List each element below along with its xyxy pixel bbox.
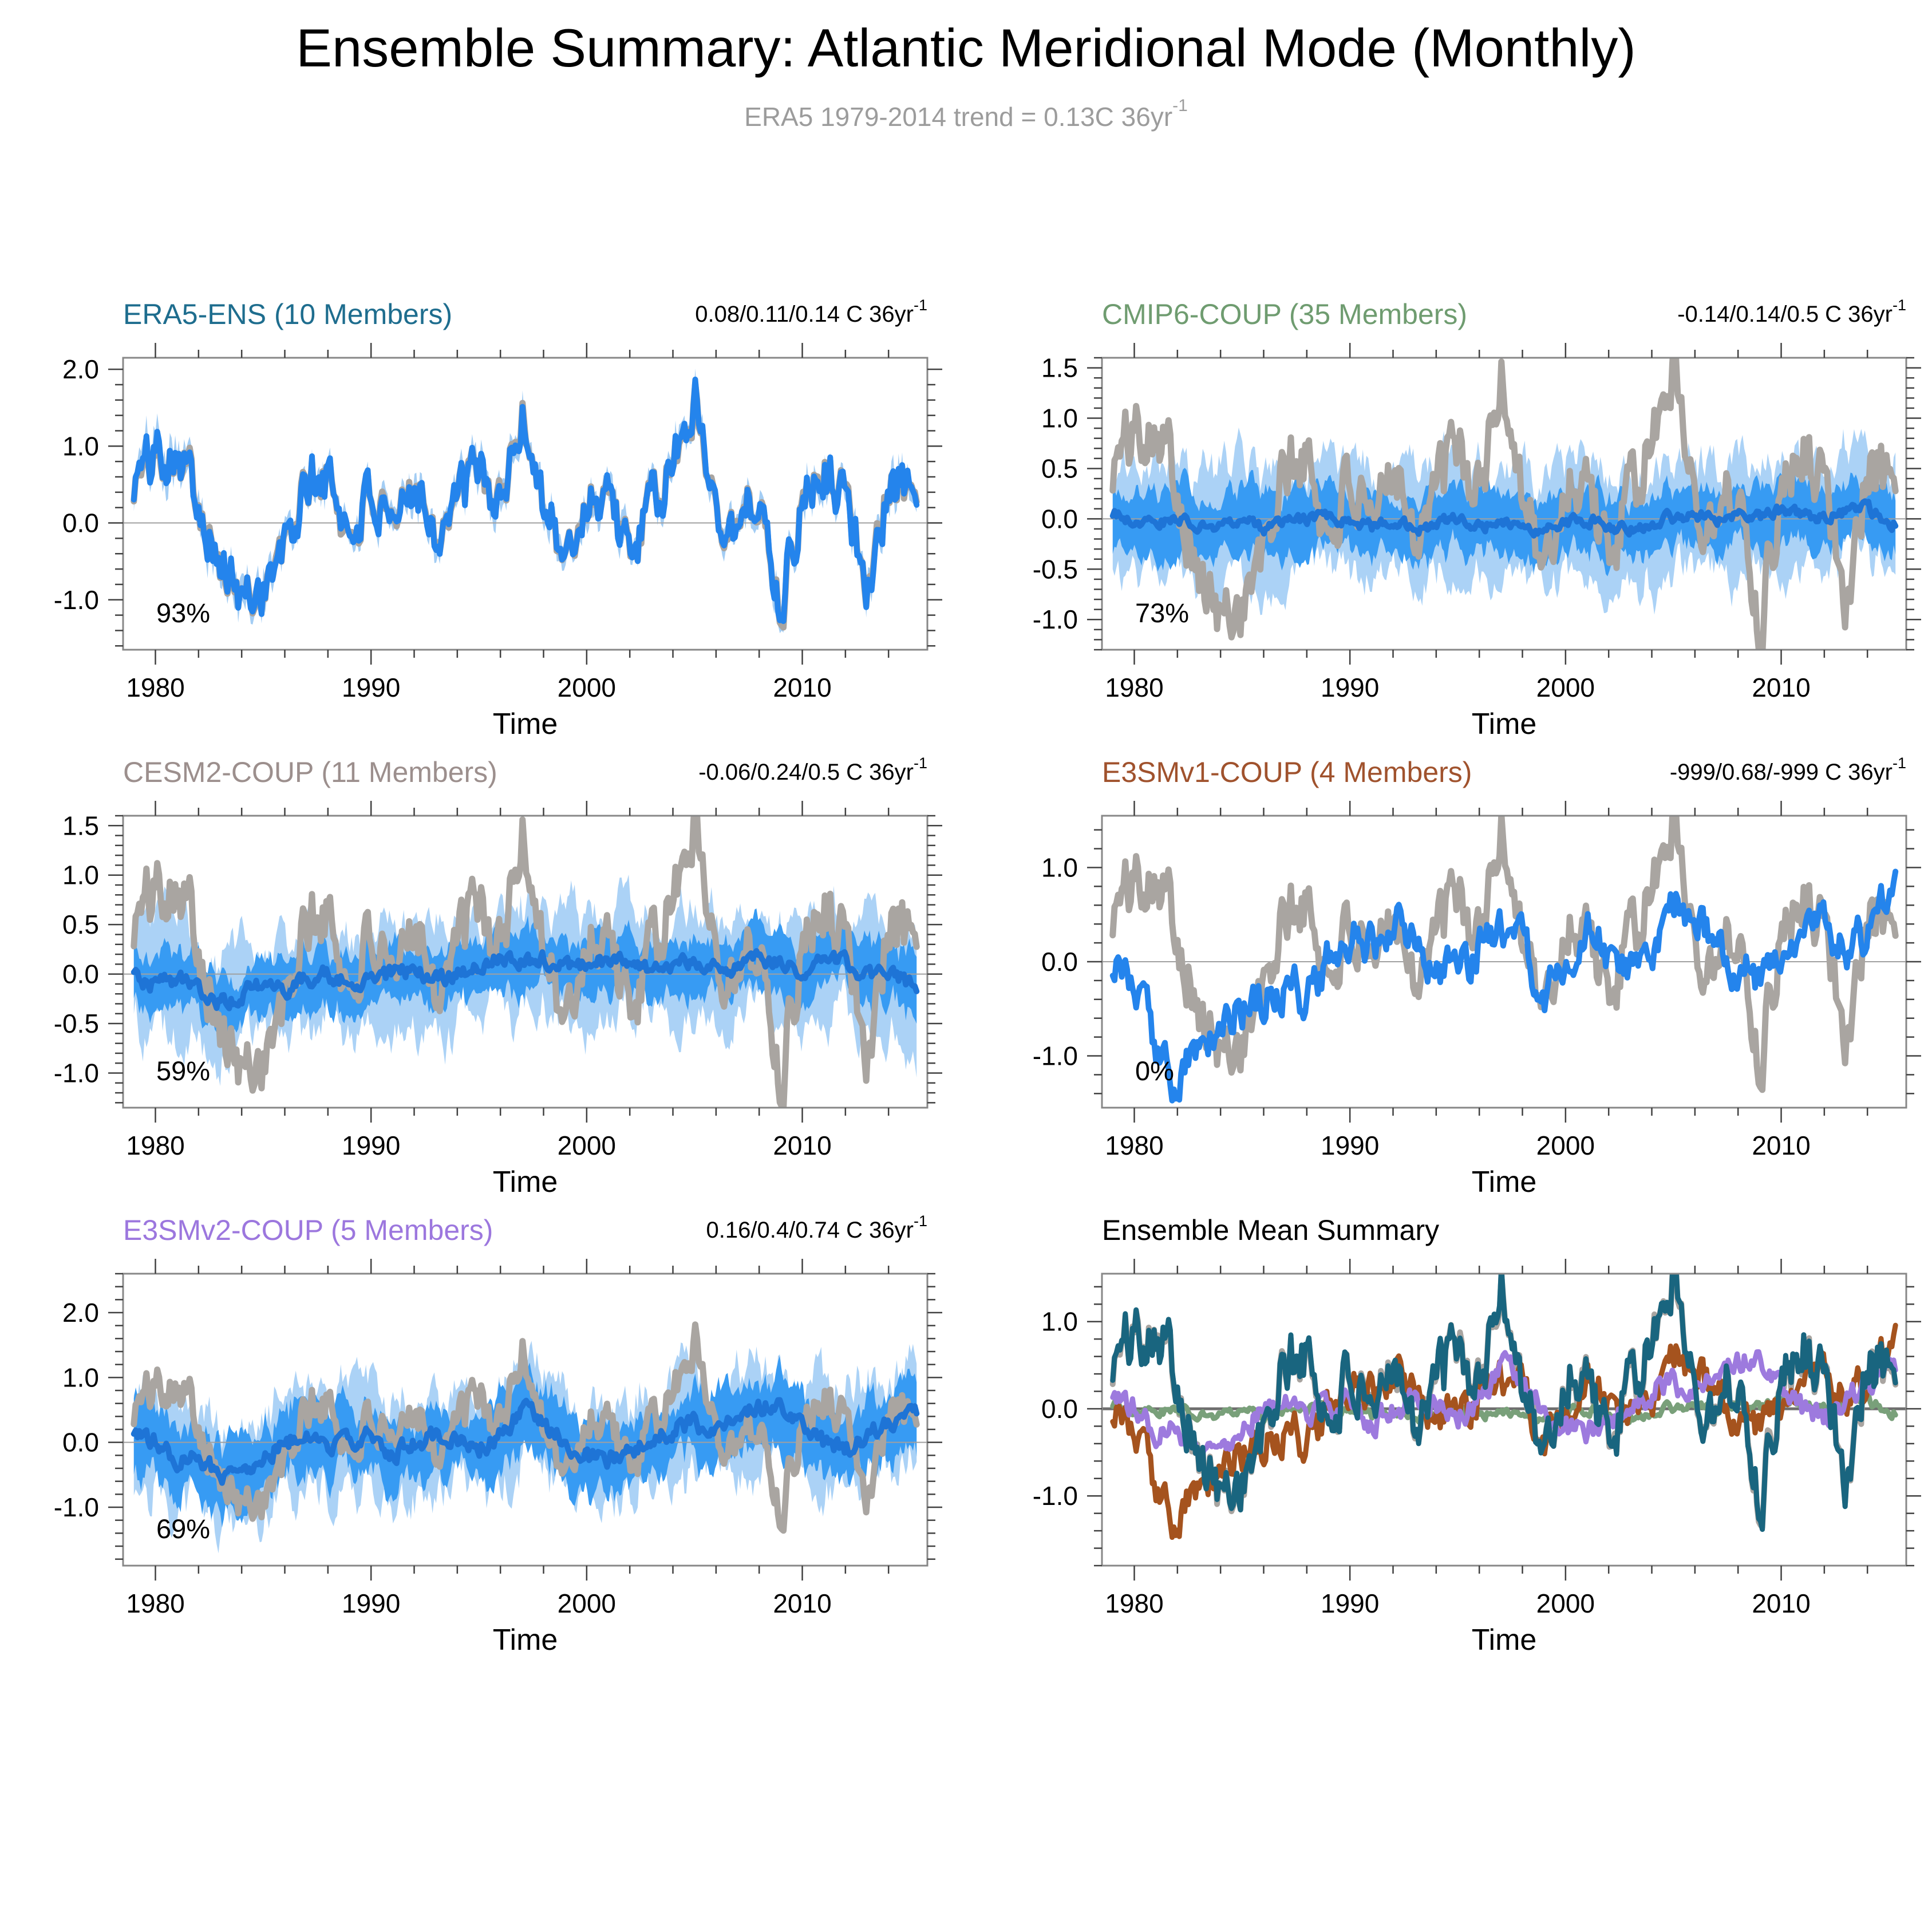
figure-subtitle-superscript: -1: [1172, 96, 1188, 115]
panel-title: CESM2-COUP (11 Members): [123, 756, 497, 788]
y-tick-label: 1.0: [62, 1362, 99, 1393]
y-tick-label: -1.0: [1032, 1481, 1078, 1511]
panel-title: Ensemble Mean Summary: [1102, 1214, 1440, 1246]
x-tick-label: 2010: [1752, 1131, 1811, 1160]
y-tick-label: -1.0: [1032, 605, 1078, 635]
percent-label: 69%: [156, 1514, 211, 1544]
chart-era5-ens: [46, 286, 1013, 744]
x-tick-label: 2000: [557, 1589, 617, 1618]
x-axis-label: Time: [1471, 1165, 1537, 1199]
x-tick-label: 2010: [773, 1589, 832, 1618]
x-tick-label: 2000: [1536, 1589, 1595, 1618]
y-tick-label: 1.5: [62, 811, 99, 841]
panel-e3smv2-coup: [46, 1202, 1013, 1660]
y-tick-label: -1.0: [53, 584, 99, 615]
panel-title: E3SMv2-COUP (5 Members): [123, 1214, 493, 1246]
x-tick-label: 2010: [773, 673, 832, 702]
x-tick-label: 1980: [1105, 673, 1164, 702]
y-tick-label: -1.0: [1032, 1041, 1078, 1071]
trend-label: -999/0.68/-999 C $36yr^{-1}$: [1669, 754, 1906, 785]
x-tick-label: 1980: [126, 1589, 185, 1618]
chart-ensemble-mean-summary: [1025, 1202, 1932, 1660]
chart-e3smv1-coup: [1025, 744, 1932, 1202]
panel-title: ERA5-ENS (10 Members): [123, 298, 453, 330]
y-tick-label: 0.0: [62, 1427, 99, 1457]
y-tick-label: 0.5: [1041, 453, 1078, 484]
panel-title: E3SMv1-COUP (4 Members): [1102, 756, 1472, 788]
x-tick-label: 2000: [1536, 1131, 1595, 1160]
x-tick-label: 1990: [342, 1589, 401, 1618]
panel-era5-ens: [46, 286, 1013, 744]
y-tick-label: 1.5: [1041, 353, 1078, 383]
y-tick-label: -1.0: [53, 1058, 99, 1088]
chart-cesm2-coup: [46, 744, 1013, 1202]
x-tick-label: 2000: [1536, 673, 1595, 702]
y-tick-label: 0.0: [1041, 1393, 1078, 1424]
trend-label: -0.14/0.14/0.5 C $36yr^{-1}$: [1677, 297, 1906, 327]
x-tick-label: 2010: [1752, 673, 1811, 702]
x-tick-label: 1990: [1321, 1589, 1380, 1618]
y-tick-label: -0.5: [53, 1009, 99, 1039]
figure-subtitle: [0, 96, 1932, 132]
x-axis-label: Time: [492, 1623, 558, 1657]
panel-title: CMIP6-COUP (35 Members): [1102, 298, 1468, 330]
trend-label: -0.06/0.24/0.5 C $36yr^{-1}$: [698, 754, 927, 785]
chart-e3smv2-coup: [46, 1202, 1013, 1660]
y-tick-label: 1.0: [62, 431, 99, 461]
panel-ensemble-mean-summary: [1025, 1202, 1932, 1660]
y-tick-label: 0.0: [62, 959, 99, 989]
trend-label: 0.08/0.11/0.14 C $36yr^{-1}$: [695, 297, 927, 327]
x-tick-label: 1990: [1321, 673, 1380, 702]
x-tick-label: 1980: [1105, 1589, 1164, 1618]
x-tick-label: 1990: [1321, 1131, 1380, 1160]
y-tick-label: 0.5: [62, 910, 99, 940]
x-tick-label: 2010: [1752, 1589, 1811, 1618]
x-axis-label: Time: [492, 708, 558, 741]
y-tick-label: 2.0: [62, 354, 99, 385]
chart-cmip6-coup: [1025, 286, 1932, 744]
panel-e3smv1-coup: [1025, 744, 1932, 1202]
x-axis-label: Time: [1471, 1623, 1537, 1657]
x-tick-label: 1990: [342, 1131, 401, 1160]
x-axis-label: Time: [1471, 708, 1537, 741]
trend-label: 0.16/0.4/0.74 C $36yr^{-1}$: [706, 1212, 927, 1243]
x-tick-label: 1990: [342, 673, 401, 702]
y-tick-label: 1.0: [1041, 1306, 1078, 1337]
x-tick-label: 1980: [1105, 1131, 1164, 1160]
y-tick-label: 0.0: [62, 508, 99, 538]
y-tick-label: 0.0: [1041, 504, 1078, 534]
y-tick-label: 2.0: [62, 1298, 99, 1327]
y-tick-label: 1.0: [1041, 403, 1078, 433]
x-tick-label: 2010: [773, 1131, 832, 1160]
x-tick-label: 2000: [557, 1131, 617, 1160]
y-tick-label: -1.0: [53, 1492, 99, 1522]
x-tick-label: 1980: [126, 673, 185, 702]
y-tick-label: 1.0: [1041, 852, 1078, 883]
x-tick-label: 1980: [126, 1131, 185, 1160]
y-tick-label: 1.0: [62, 860, 99, 890]
percent-label: 0%: [1135, 1056, 1174, 1086]
x-axis-label: Time: [492, 1165, 558, 1199]
percent-label: 59%: [156, 1056, 211, 1086]
panel-cesm2-coup: [46, 744, 1013, 1202]
y-tick-label: -0.5: [1032, 554, 1078, 584]
y-tick-label: 0.0: [1041, 947, 1078, 977]
percent-label: 93%: [156, 598, 211, 628]
figure-title-text: Ensemble Summary: Atlantic Meridional Mode (Monthly): [296, 18, 1636, 78]
figure-subtitle-text: ERA5 1979-2014 trend = 0.13C 36yr: [744, 102, 1173, 132]
figure-title: [0, 17, 1932, 79]
panel-cmip6-coup: [1025, 286, 1932, 744]
percent-label: 73%: [1135, 598, 1190, 628]
x-tick-label: 2000: [557, 673, 617, 702]
